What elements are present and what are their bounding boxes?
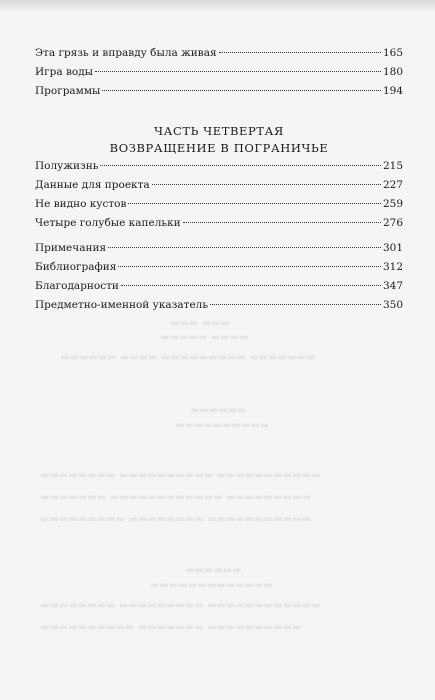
- toc-entry-page: 165: [382, 47, 403, 59]
- toc-leader-dots: [152, 184, 381, 185]
- show-through-mark: ▬▬▬▬▬ ▬▬▬▬: [160, 332, 249, 343]
- show-through-mark: ▬▬▬▬▬▬▬ ▬▬▬▬▬▬▬▬▬▬▬▬ ▬▬▬▬▬▬▬▬▬: [40, 492, 311, 503]
- toc-leader-dots: [210, 304, 381, 305]
- toc-part4-list: [35, 160, 403, 236]
- toc-entry-title: Программы: [35, 85, 101, 97]
- toc-entry-title: Полужизнь: [35, 160, 99, 172]
- toc-entry[interactable]: [35, 47, 403, 66]
- show-through-mark: ▬▬▬▬▬▬: [185, 565, 242, 576]
- page-top-edge: [0, 0, 435, 10]
- toc-entry-page: 301: [382, 242, 403, 254]
- show-through-mark: ▬▬▬▬▬▬ ▬▬▬▬ ▬▬▬▬▬▬▬▬▬ ▬▬▬▬▬▬▬: [60, 352, 316, 363]
- toc-entry[interactable]: [35, 66, 403, 85]
- toc-entry-page: 347: [382, 280, 403, 292]
- toc-entry-title: Благодарности: [35, 280, 119, 292]
- toc-entry[interactable]: [35, 242, 403, 261]
- toc-leader-dots: [128, 203, 381, 204]
- toc-entry[interactable]: [35, 299, 403, 318]
- toc-entry-title: Эта грязь и вправду была живая: [35, 47, 217, 59]
- part-label: ЧАСТЬ ЧЕТВЕРТАЯ: [154, 124, 284, 138]
- show-through-mark: ▬▬▬▬▬▬▬▬▬▬▬▬▬: [150, 580, 273, 591]
- toc-entry-page: 259: [382, 198, 403, 210]
- toc-part3-list: [35, 47, 403, 104]
- show-through-mark: ▬▬▬▬▬▬▬▬ ▬▬▬▬▬▬▬▬▬ ▬▬▬▬▬▬▬▬▬▬▬▬: [40, 600, 321, 611]
- toc-entry-page: 276: [382, 217, 403, 229]
- toc-entry-page: 350: [382, 299, 403, 311]
- toc-entry[interactable]: [35, 179, 403, 198]
- toc-entry[interactable]: [35, 261, 403, 280]
- toc-entry-title: Предметно-именной указатель: [35, 299, 209, 311]
- show-through-mark: ▬▬▬▬▬▬: [190, 405, 247, 416]
- show-through-mark: ▬▬▬▬▬▬▬▬ ▬▬▬▬▬▬▬▬▬▬ ▬▬▬▬▬▬▬▬▬▬▬: [40, 470, 321, 481]
- toc-entry[interactable]: [35, 160, 403, 179]
- toc-leader-dots: [118, 266, 381, 267]
- toc-entry-title: Не видно кустов: [35, 198, 127, 210]
- toc-entry[interactable]: [35, 217, 403, 236]
- toc-entry[interactable]: [35, 85, 403, 104]
- toc-leader-dots: [121, 285, 381, 286]
- toc-entry[interactable]: [35, 198, 403, 217]
- toc-entry-title: Четыре голубые капельки: [35, 217, 181, 229]
- show-through-mark: ▬▬▬▬▬▬▬▬▬▬: [175, 420, 270, 431]
- toc-back-matter-list: [35, 242, 403, 318]
- toc-entry-page: 312: [382, 261, 403, 273]
- show-through-mark: ▬▬▬▬▬▬▬▬▬ ▬▬▬▬▬▬▬▬ ▬▬▬▬▬▬▬▬▬▬▬: [40, 514, 311, 525]
- toc-entry-page: 215: [382, 160, 403, 172]
- toc-entry-title: Библиография: [35, 261, 117, 273]
- toc-leader-dots: [183, 222, 381, 223]
- part-header: [35, 123, 403, 157]
- toc-leader-dots: [219, 52, 381, 53]
- toc-entry[interactable]: [35, 280, 403, 299]
- toc-leader-dots: [100, 165, 381, 166]
- toc-leader-dots: [108, 247, 381, 248]
- toc-entry-title: Данные для проекта: [35, 179, 150, 191]
- part-title: ВОЗВРАЩЕНИЕ В ПОГРАНИЧЬЕ: [109, 141, 329, 155]
- toc-entry-title: Примечания: [35, 242, 107, 254]
- toc-leader-dots: [95, 71, 381, 72]
- toc-entry-page: 194: [382, 85, 403, 97]
- toc-entry-title: Игра воды: [35, 66, 94, 78]
- show-through-mark: ▬▬▬▬▬▬▬▬▬▬ ▬▬▬▬▬▬▬ ▬▬▬▬▬▬▬▬▬▬: [40, 622, 302, 633]
- toc-entry-page: 180: [382, 66, 403, 78]
- toc-entry-page: 227: [382, 179, 403, 191]
- show-through-mark: ▬▬▬ ▬▬▬: [170, 318, 230, 329]
- toc-leader-dots: [102, 90, 381, 91]
